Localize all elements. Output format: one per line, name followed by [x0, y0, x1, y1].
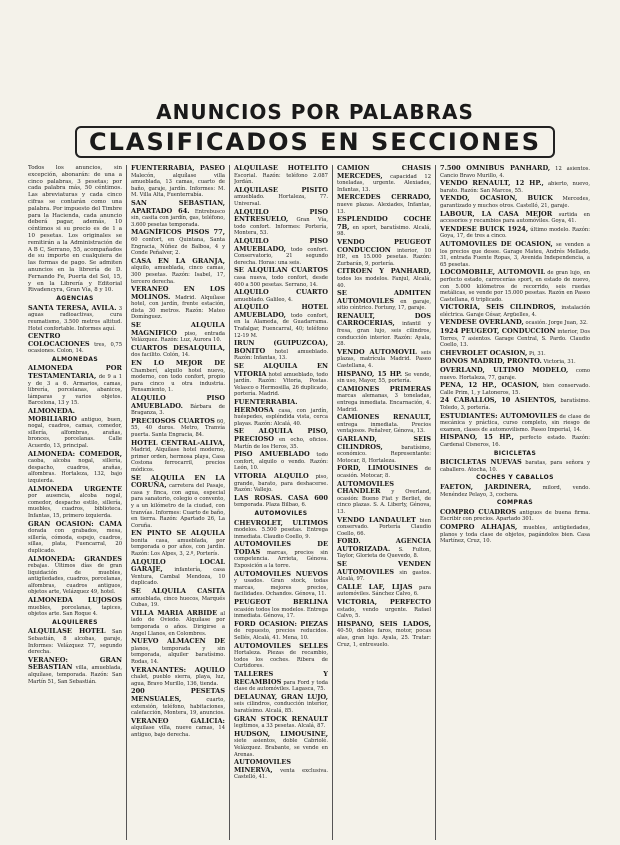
classified-entry: LAS ROSAS. CASA 600 temporada. Plaza Bilbao, 6. [234, 493, 328, 509]
classified-entry: AUTOMOVILES MINERVA, venta exclusiva. Castelló, 41. [234, 758, 328, 781]
classified-entry: ALMONEDA: COMEDOR, caoba, alcoba nogal, sillería, despacho, cuadros, arañas, alfombras. Hortaleza, 132, bajo izquierda. [28, 449, 122, 484]
classified-entry: SE VENDEN AUTOMOVILES sin gastos. Alcalá, 97. [337, 560, 431, 583]
classified-entry: ALMONEDA POR TESTAMENTARIA, de 9 a 1 y de 3 a 6. Armarios, camas, librería, porcelanas, abanicos, lámparas y varios objetos. Barcelona, 13 y 15. [28, 364, 122, 407]
classified-entry: FAETON, JARDINERA, milord, vendo. Menéndez Pelayo, 3, cochera. [440, 482, 590, 498]
classified-entry: CHEVROLET OCASION, Pi, 31. [440, 348, 546, 357]
classified-entry: FORD OCASION: PIEZAS de repuesto, precios reducidos. Sellés, Alcalá, 41. Mena, 10. [234, 619, 328, 641]
classified-entry: LOCOMOBILE, AUTOMOVIL de gran lujo, en perfecto estado, carrocerías sport, en estado de nuevo, con 5.000 kilómetros de recorrido, seis ruedas metálicas, se vende por 15.000 pesetas. Razón en Paseo Castellana, 6 triplicado. [440, 268, 590, 303]
classified-entry: ALQUILO PISO AMUEBLADO. Bárbara de Braganza, 3. [131, 394, 225, 417]
classified-entry: VENDO, OCASION, BUICK Mercedes, garantizado y muchos otros. Castelló, 21, garaje. [440, 194, 590, 209]
classified-entry: HISPANO, SEIS LADOS, 40-50, dobles faros, motor, pocas alas, gran lujo. Ayala, 25. Tratar: Cruz, 1, entresuelo. [337, 619, 431, 648]
classified-entry: ESTUDIANTES: AUTOMOVILES de clase de mecánica y práctica, curso completo, sin riesgo de examen, clases de automovilismo. Paseo Imperial, 14. [440, 411, 590, 433]
classified-entry: FUENTERRABIA, PASEO Malecón, alquílase villa amueblada, 13 camas, cuarto de baño, garaje, jardín. Informes: M. M. Villa Alta, Fuenterrabía. [131, 165, 225, 199]
classified-entry: CITROEN Y PANHARD, todos los modelos. Fanjul, Alcalá, 40. [337, 267, 431, 289]
classified-entry: CAMIONES RENAULT, entrega inmediata. Precios ventajosos. Peñalver, Génova, 13. [337, 413, 431, 435]
classified-entry: ESPLENDIDO COCHE 7B, en sport, baratísimo. Alcalá, 98. [337, 215, 431, 238]
classified-entry: CAMION CHASIS MERCEDES, capacidad 12 toneladas, urgente. Alexiades, Infantas, 13. [337, 165, 431, 193]
classified-entry: FORD. AGENCIA AUTORIZADA. S. Fulton, Taylor, Glorieta de Quevedo, 8. [337, 537, 431, 560]
classified-entry: HISPANO, 15 HP., perfecto estado. Razón: Cardenal Cisneros, 16. [440, 433, 590, 448]
classified-entry: PEUGEOT BERLINA ocasión todos los modelos. Entrega inmediata. Génova, 17. [234, 598, 328, 620]
section-compras: COMPRAS [496, 499, 534, 507]
classified-entry: CHEVROLET, ULTIMOS modelos. 5.500 pesetas. Entrega inmediata. Claudio Coello, 9. [234, 518, 328, 540]
column-2 [131, 165, 225, 840]
classified-entry: BICICLETAS NUEVAS baratas, para señora y caballero. Atocha, 10. [440, 458, 590, 473]
classified-entry: VITORIA ALQUILO piso, grande, barato, para deshacerse. Razón: Vallejo. [234, 471, 328, 494]
classified-entry: GARLAND, SEIS CILINDROS, baratísimo, económico. Representante: Motocar, 8, Hortaleza. [337, 434, 431, 464]
column-divider [229, 165, 230, 840]
classified-entry: VICTORIA, PERFECTO estado, vendo urgente. Rafael Calvo, 5. [337, 598, 431, 620]
section-automoviles: AUTOMOVILES [254, 509, 308, 517]
intro-paragraph: Todos los anuncios, sin excepción, abonarán: de una a cinco palabras, 3 pesetas; por cada palabra más, 50 céntimos. Las abreviaturas y cada cinco cifras se contarán como una palabra. Por impuesto del Timbre para la Hacienda, cada anuncio deberá pagar, además, 10 céntimos si su precio es de 1 a 10 pesetas. Los originales se remitirán a la Administración de A B C, Serrano, 55, acompañados de su importe en cualquiera de las formas de pago. Se admiten anuncios en la librería de D. Fernando Fe, Puerta del Sol, 15, y en la Librería y Editorial Rivadencyra, Gran Vía, 8 y 10. [28, 165, 122, 294]
classified-entry: COMPRO ALHAJAS, muebles, antigüedades, planos y toda clase de objetos, pagándolos bien. Casa Martínez, Cruz, 10. [440, 522, 590, 545]
classified-entry: ALQUILASE PISITO amueblado. Hortaleza, 77. Universal. [234, 185, 328, 207]
classified-entry: ALQUILASE HOTEL San Sebastián, 8 alcobas, garaje, Informes: Velázquez 77, segundo derecha. [28, 627, 122, 656]
column-4 [337, 165, 431, 840]
classified-entry: CUARTOS DESALQUILA, dos facilito. Colón, 14. [131, 343, 225, 359]
classified-entry: AUTOMOVILES NUEVOS y usados. Gran stock, todas marcas, mejores precios, facilidades. Ochandos. Génova, 11. [234, 569, 328, 598]
classified-entry: MERCEDES CERRADO, nueve plazas. Alexiades, Infantas, 13. [337, 193, 431, 215]
classified-entry: PRECIOSOS CUARTOS 60, 55, 40 duros. Metro, Tranvía puerta. Santa Engracia, 84. [131, 416, 225, 438]
classified-entry: COMPRO CUADROS antiguos de buena firma. Escribir con precios. Apartado 301. [440, 507, 590, 523]
classified-entry: AUTOMOVILES DE TODAS marcas, precios sin competencia. Arrieta, Génova. Exposición a la torre. [234, 540, 328, 570]
column-divider [435, 165, 436, 840]
classified-entry: FUENTERRABIA. HERMOSA casa, con jardín, huéspedes, espléndida vista, cerca playas. Razón: Alcalá, 40. [234, 398, 328, 427]
classified-entry: GRAN OCASION: CAMA dorada con grabados, mesa, sillería, cómoda, espejo, cuadros, sillas, plata, Fuencarral, 20 duplicado. [28, 519, 122, 554]
classified-entry: LABOUR, LA CASA MEJOR surtida en accesorios y recambios para automóviles. Goya, 41. [440, 209, 590, 225]
classified-entry: ALMONEDA LUJOSOS muebles, porcelanas, tapices, objetos arte. San Roque 4. [28, 596, 122, 618]
classified-entry: ALMONEDA: GRANDES rebajas. Últimos días de gran liquidación de muebles, antigüedades, cuadros, porcelanas, alfombras, cuadros antiguos, objetos arte, Velázquez 49, hotel. [28, 554, 122, 596]
classified-entry: ALMONEDA URGENTE por ausencia, alcoba nogal, comedor, despacho estilo, sillería, muebles, cuadros, biblioteca. Infantas, 15, primero izquierda. [28, 484, 122, 519]
classified-entry: DELAUNAY, GRAN LUJO, seis cilindros, conducción interior, baratísimo. Alcalá, 85. [234, 692, 328, 714]
classified-entry: 7.500 OMNIBUS PANHARD, 12 asientos. Cancio Bravo Murillo, 4. [440, 165, 590, 179]
column-divider [126, 165, 127, 840]
classified-entry: VENDESE BUICK 1924, último modelo. Razón: Goya, 17, de tres a cinco. [440, 224, 590, 240]
column-5 [440, 165, 590, 840]
classified-entry: TALLERES Y RECAMBIOS para Ford y toda clase de automóviles. Lagasca, 75. [234, 669, 328, 693]
classified-entry: IRUN (GUIPUZCOA), BONITO hotel amueblado. Razón: Infantas, 13. [234, 339, 328, 362]
classified-entry: HISPANO, 15 HP. Se vende, sin uso, Mayor, 55, portería. [337, 369, 431, 385]
classified-entry: VENDO LANDAULET bien conservado. Portería Claudio Coello, 66. [337, 515, 431, 537]
classified-entry: ALQUILO LOCAL GARAJE, infantería, casa Ventura, Cambal Mendoza, 10 duplicado. [131, 557, 225, 587]
classified-entry: HUDSON, LIMOUSINE, siete asientos, doble Cabriolé. Velázquez. Brabante, se vende en Arenas. [234, 729, 328, 758]
classified-entry: ALQUILO HOTEL AMUEBLADO, todo confort, en la Alameda, de Guadarrama. Trafalgar, Fuencarral, 40; teléfono 12-19 M. [234, 303, 328, 339]
classified-entry: SE ALQUILAN CUARTOS casa nueva, todo confort, desde 400 a 500 pesetas. Serrano, 14. [234, 266, 328, 288]
classified-entry: VENDO AUTOMOVIL seis plazas, matrícula Madrid. Paseo Castellana, 4. [337, 347, 431, 370]
classified-entry: VERANEO EN LOS MOLINOS. Madrid. Alquílase hotel, con jardín, frente estación, dista 30 metros. Razón: Mateo Domínguez. [131, 285, 225, 321]
classified-entry: FORD, LIMOUSINES de ocasión. Motocar, 8. [337, 464, 431, 479]
classified-entry: HOTEL CENTRAL-ALIVA, Madrid, Alquílase hotel moderno, primer orden, hermosa playa, Casa Costona ferrocarril, precios módicos. [131, 438, 225, 473]
classified-entry: EN LO MEJOR DE Chamberí, alquilo hotel nuevo, moderno, con todo confort, propio para cinco u otra industria. Pensamiento, 1. [131, 359, 225, 394]
classified-entry: CENTRO COLOCACIONES tres, 0,75 ocasiones. Colon, 14. [28, 332, 122, 355]
classified-entry: CAMIONES PRIMERAS marcas alemanas, 3 toneladas, entrega inmediata. Encarnación, 4. Madrid. [337, 384, 431, 413]
classified-entry: 200 PESETAS MENSUALES, cuarto, extensión, teléfono, habitaciones, calefacción, Montera, 19, anuncios. [131, 687, 225, 717]
classified-entry: SE ADMITEN AUTOMOVILES en garaje, sitio céntrico. Fortuny, 17, garaje. [337, 289, 431, 312]
classified-entry: PISO AMUEBLADO todo confort, alquilo o vendo. Razón: León, 10. [234, 450, 328, 472]
classified-entry: AUTOMOVILES CHANDLER y Overland, ocasión: Bueno Fiat y Berliet, de cinco plazas. S. A. Liberty, Génova, 13. [337, 479, 431, 515]
classified-entry: VERANANTES: AQUILO chalet, pueblo sierra, playa, luz, agua, Bravo Murillo, 136, tienda. [131, 665, 225, 687]
classified-entry: SAN SEBASTIAN, APARTADO 64. Entrebusco sin, casita con jardín, gas, teléfono, 3.600 pesetas temporada. [131, 198, 225, 228]
classified-entry: 24 CABALLOS, 10 ASIENTOS, baratísimo. Toledo, 3, portería. [440, 396, 590, 411]
column-1 [28, 165, 122, 840]
classified-entry: ALQUILO CUARTO amueblado. Galileo, 4. [234, 288, 328, 303]
classified-entry: AUTOMOVILES SELLES Hortaleza. Piezas de recambio, todos los coches. Ribera de Curtidores. [234, 641, 328, 670]
column-divider [332, 165, 333, 840]
classified-entry: ALMONEDA. MOBILIARIO antiguo, buen, nogal, cuadros, camas, comedor, sillería, alfombras, arañas, bronces, porcelanas. Calle Acuerdo, 13, principal. [28, 407, 122, 450]
classified-entry: VENDO PEUGEOT CONDUCCION interior, 10 HP., en 15.000 pesetas. Razón: Zurbarán, 9, portería. [337, 237, 431, 267]
section-almonedas: ALMONEDAS [51, 355, 99, 363]
section-bicicletas: BICICLETAS [493, 449, 537, 457]
classified-entry: ALQUILO PISO ENTRESUELO, Gran Vía, todo confort. Informes: Portería, Montera, 53. [234, 207, 328, 237]
classified-entry: BONOS MADRID, PRONTO. Victoria, 31. [440, 357, 576, 366]
classified-entry: VENDO RENAULT, 12 HP., abierto, nuevo, barato. Razón: San Marcos, 55. [440, 179, 590, 194]
classified-entry: SE ALQUILA EN VITORIA hotel amueblado, todo jardín. Razón: Vitoria, Postas. Velasco o Hermosilla, 26 duplicado, portería. Madrid. [234, 362, 328, 398]
classified-entry: 1924 PEUGEOT, CONDUCCION interior, Dos Torres, 7 asientos. Garage Central, S. Pardo. Claudio Coello, 13. [440, 327, 590, 349]
classified-entry: EN PINTO SE ALQUILA bonita casa, amueblada, por temporada o por años, con jardín. Razón: Los Alpes, 3, 2.º, Porterís. [131, 529, 225, 558]
classified-entry: CASA EN LA GRANJA, alquilo, amueblada, cinco camas, 300 pesetas. Razón: Isabel, 17, tercero derecha. [131, 256, 225, 285]
classified-entry: ALQUILASE HOTELITO Escorial. Razón: teléfono 2.087 Jordán. [234, 165, 328, 186]
classified-entry: CALLE LAF, LIJAS para automóviles. Sánchez Calvo, 6. [337, 582, 431, 598]
classified-entry: VERANEO GALICIA: alquilase villa, nueve camas, 14 antiguo, bajo derecha. [131, 716, 225, 738]
classified-entry: AUTOMOVILES DE OCASION, se venden a los precios que desee. Garage Mateu, Andrés Mellado, 31, entrada Fuente Ropas, 3, Avenida Independencia, a 65 pesetas. [440, 239, 590, 268]
classified-entry: ALQUILO PISO AMUEBLADO, todo confort. Conservatorio, 21 segundo derecha. Horas: una seis. [234, 236, 328, 266]
classified-entry: VICTORIA, SEIS CILINDROS, instalación eléctrica. Garaje César, Argüelles, 4. [440, 303, 590, 318]
section-coches: COCHES Y CABALLOS [476, 474, 554, 482]
classified-entry: SE ALQUILA EN LA CORUÑA, carretera del Pasaje, casa y finca, con agua, especial para sanatorio, colegio o convento, y a un kilómetro de la ciudad, con tranvías. Informes: Cuarto de baño, en tierra. Razón: Apartado 26, La Coruña. [131, 473, 225, 529]
classified-entry: VILLA MARIA ARBIDE al lado de Oviedo. Alquílase por temporada o años. Dirigirse a Angel Llanos, en Colombres. [131, 608, 225, 637]
classified-entry: OVERLAND, ULTIMO MODELO, como nuevo. Hortaleza, 77, garaje. [440, 366, 590, 381]
column-3 [234, 165, 328, 840]
classified-entry: SANTA TERESA, AVILA. 3 aguas radioactivas, cura reumatismo, 3.500 metros altitud. Hotel confortable. Informes aquí. [28, 303, 122, 332]
classified-entry: VERANEO: GRAN SEBASTIAN villa, amueblada, alquílase, temporada. Razón: San Martín 51, San Sebastián. [28, 655, 122, 685]
classified-entry: SE ALQUILA PISO, PRECIOSO en ocho, oficios. Martín de los Heros, 35. [234, 427, 328, 450]
classified-entry: NUEVO ALMACEN DE planos, temporada y sin temporada, alquiler baratísimo. Rodas, 14. [131, 637, 225, 665]
header-line-1: ANUNCIOS POR PALABRAS [156, 100, 474, 124]
classifieds-header [75, 100, 555, 160]
section-alquileres: ALQUILERES [52, 618, 98, 626]
classified-entry: SE ALQUILA CASITA amueblada, cinco huecos, Marqués Cubas, 19. [131, 587, 225, 609]
classified-entry: SE ALQUILA MAGNIFICO piso, entrada Velázquez. Razón: Luz, Aurora 10. [131, 321, 225, 344]
classified-entry: PENA, 12 HP., OCASION, bien conservado. Calle Prim, 1, y Latoneros, 15. [440, 381, 590, 396]
classified-entry: VENDESE OVERLAND, ocasión. Jorge Juan, 32. [440, 318, 588, 327]
header-line-2: CLASIFICADOS EN SECCIONES [75, 126, 555, 158]
classified-entry: RENAULT, DOS CARROCERIAS, infantil y fresa, gran lujo, seis cilindros, conducción interior. Razón: Ayala, 28. [337, 311, 431, 348]
classified-entry: GRAN STOCK RENAULT legítimos, a 33 pesetas. Alcalá, 87. [234, 714, 328, 730]
classified-entry: MAGNÍFICOS PISOS 77, 60 confort, en Quintana, Santa Engracia, Núñez de Balboa, 4 y Conde Peñalver, 2. [131, 228, 225, 257]
section-agencias: AGENCIAS [56, 295, 94, 303]
